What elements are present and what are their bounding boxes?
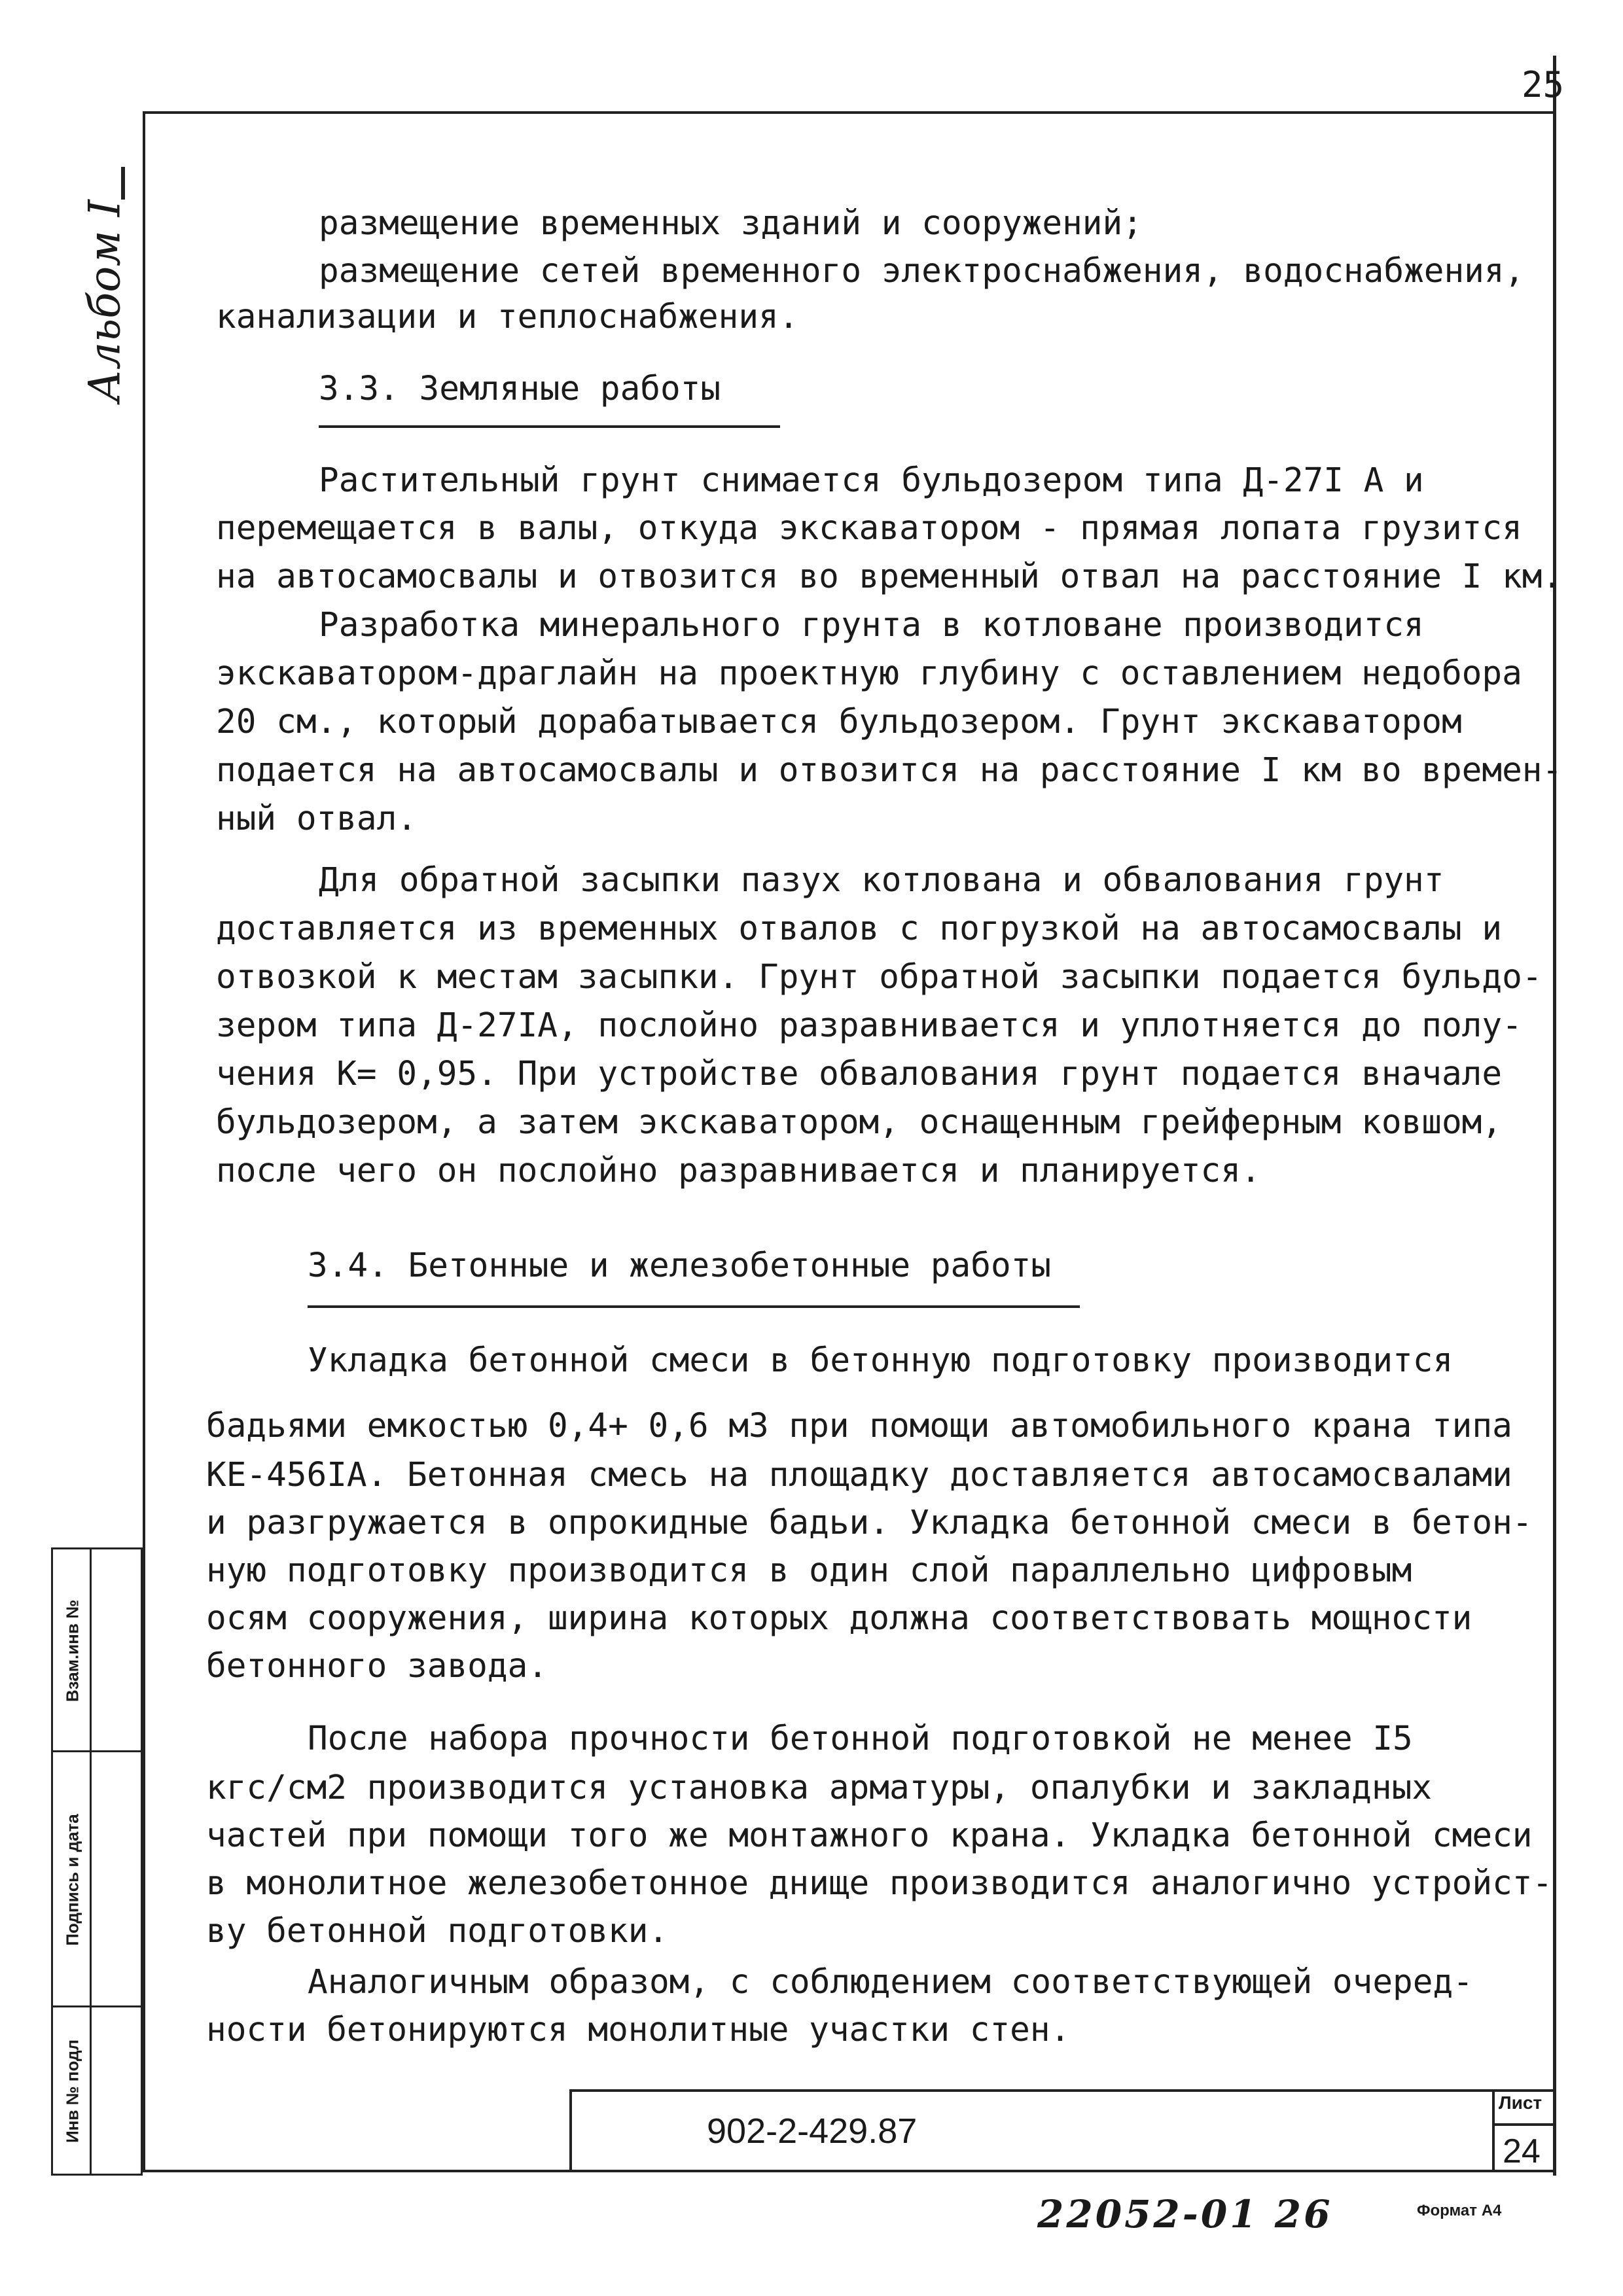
document-code: 902-2-429.87 <box>707 2111 918 2151</box>
sheet-number: 24 <box>1503 2132 1541 2170</box>
stamp-label-vzam: Взам.инв № <box>62 1599 82 1703</box>
sidebar-album-note: Альбом I <box>79 200 130 402</box>
sheet-label: Лист <box>1499 2093 1543 2113</box>
text-line: на автосамосвалы и отвозится во временный отвал на расстояние I км. <box>216 557 1563 596</box>
title-block-divider <box>1492 2089 1495 2172</box>
text-line: Для обратной засыпки пазух котлована и обвалования грунт <box>319 861 1444 900</box>
text-line: ную подготовку производится в один слой параллельно цифровым <box>206 1551 1412 1590</box>
heading-underline <box>308 1305 1080 1308</box>
text-line: канализации и теплоснабжения. <box>216 298 799 336</box>
text-line: бадьями емкостью 0,4+ 0,6 м3 при помощи автомобильного крана типа <box>206 1407 1512 1445</box>
format-label: Формат А4 <box>1417 2202 1502 2219</box>
text-line: и разгружается в опрокидные бадьи. Укладка бетонной смеси в бетон- <box>206 1504 1533 1542</box>
text-line: кгс/см2 производится установка арматуры, опалубки и закладных <box>206 1769 1432 1807</box>
text-line: Укладка бетонной смеси в бетонную подготовку производится <box>308 1341 1454 1380</box>
archive-number: 22052-01 26 <box>1037 2192 1333 2236</box>
text-line: бульдозером, а затем экскаватором, оснащенным грейферным ковшом, <box>216 1103 1503 1142</box>
sheet-top-number: 25 <box>1522 64 1565 105</box>
text-line: после чего он послойно разравнивается и планируется. <box>216 1152 1261 1190</box>
text-line: экскаватором-драглайн на проектную глубину с оставлением недобора <box>216 654 1522 693</box>
heading-underline <box>319 425 780 428</box>
text-line: подается на автосамосвалы и отвозится на расстояние I км во времен- <box>216 751 1563 790</box>
text-line: КЕ-456IА. Бетонная смесь на площадку доставляется автосамосвалами <box>206 1456 1512 1494</box>
text-line: Аналогичным образом, с соблюдением соответствующей очеред- <box>308 1963 1473 2002</box>
text-line: размещение временных зданий и сооружений; <box>319 204 1143 243</box>
text-line: ву бетонной подготовки. <box>206 1912 669 1951</box>
section-heading-3-4: 3.4. Бетонные и железобетонные работы <box>308 1246 1052 1285</box>
approval-stamp <box>51 1547 143 2176</box>
text-line: перемещается в валы, откуда экскаватором - прямая лопата грузится <box>216 509 1522 548</box>
section-heading-3-3: 3.3. Земляные работы <box>319 370 721 408</box>
stamp-label-sign: Подпись и дата <box>62 1814 82 1946</box>
text-line: 20 см., который дорабатывается бульдозером. Грунт экскаватором <box>216 703 1462 741</box>
text-line: ный отвал. <box>216 800 418 838</box>
text-line: ности бетонируются монолитные участки стен. <box>206 2011 1071 2049</box>
text-line: размещение сетей временного электроснабжения, водоснабжения, <box>319 252 1525 291</box>
text-line: зером типа Д-27IА, послойно разравнивается и уплотняется до полу- <box>216 1006 1522 1045</box>
title-block-divider <box>1492 2123 1556 2126</box>
frame-right-edge <box>1553 56 1556 2176</box>
text-line: Разработка минерального грунта в котловане производится <box>319 606 1424 645</box>
stamp-label-inv: Инв № подл <box>62 2039 82 2143</box>
text-line: После набора прочности бетонной подготовкой не менее I5 <box>308 1720 1413 1758</box>
text-line: Растительный грунт снимается бульдозером типа Д-27I А и <box>319 461 1424 500</box>
text-line: осям сооружения, ширина которых должна соответствовать мощности <box>206 1599 1472 1638</box>
text-line: отвозкой к местам засыпки. Грунт обратной засыпки подается бульдо- <box>216 958 1543 997</box>
text-line: частей при помощи того же монтажного крана. Укладка бетонной смеси <box>206 1816 1533 1855</box>
text-line: бетонного завода. <box>206 1647 548 1686</box>
text-line: в монолитное железобетонное днище производится аналогично устройст- <box>206 1864 1553 1903</box>
text-line: чения К= 0,95. При устройстве обвалования грунт подается вначале <box>216 1055 1503 1093</box>
text-line: доставляется из временных отвалов с погрузкой на автосамосвалы и <box>216 910 1503 948</box>
